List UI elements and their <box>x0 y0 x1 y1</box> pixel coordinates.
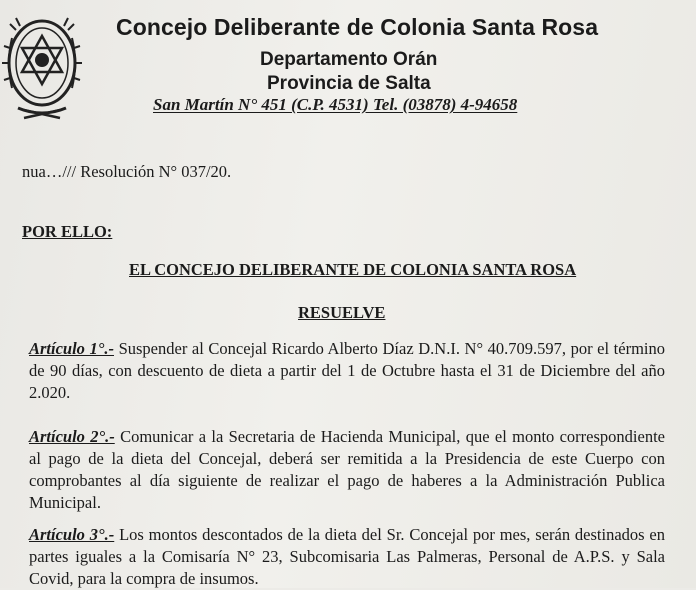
article-3 <box>29 524 665 590</box>
article-1 <box>29 338 665 404</box>
council-name-heading: EL CONCEJO DELIBERANTE DE COLONIA SANTA ROSA <box>129 260 577 279</box>
resolution-reference: nua…/// Resolución N° 037/20. <box>22 162 232 181</box>
resuelve-heading: RESUELVE <box>298 303 386 322</box>
por-ello-heading: POR ELLO: <box>22 222 113 241</box>
municipal-seal-icon <box>2 8 86 128</box>
header-address: San Martín N° 451 (C.P. 4531) Tel. (03878) 4-94658 <box>153 95 518 114</box>
article-2 <box>29 426 665 514</box>
article-label: Artículo 3°.- <box>29 525 115 544</box>
header-department: Departamento Orán <box>260 49 438 70</box>
article-label: Artículo 2°.- <box>29 427 115 446</box>
article-text: Comunicar a la Secretaria de Hacienda Municipal, que el monto correspondiente al pago de la dieta del Concejal, deberá ser remitida a la Presidencia de este Cuerpo con comprobantes al día siguiente de realizar el pago de haberes a la Administración Publica Municipal. <box>29 427 665 512</box>
article-label: Artículo 1°.- <box>29 339 114 358</box>
header-title: Concejo Deliberante de Colonia Santa Rosa <box>116 14 599 40</box>
article-text: Los montos descontados de la dieta del Sr. Concejal por mes, serán destinados en partes iguales a la Comisaría N° 23, Subcomisaria Las Palmeras, Personal de A.P.S. y Sala Covid, para la compra de insumos. <box>29 525 665 588</box>
article-text: Suspender al Concejal Ricardo Alberto Díaz D.N.I. N° 40.709.597, por el término de 90 días, con descuento de dieta a partir del 1 de Octubre hasta el 31 de Diciembre del año 2.020. <box>29 339 665 402</box>
header-province: Provincia de Salta <box>267 73 431 94</box>
